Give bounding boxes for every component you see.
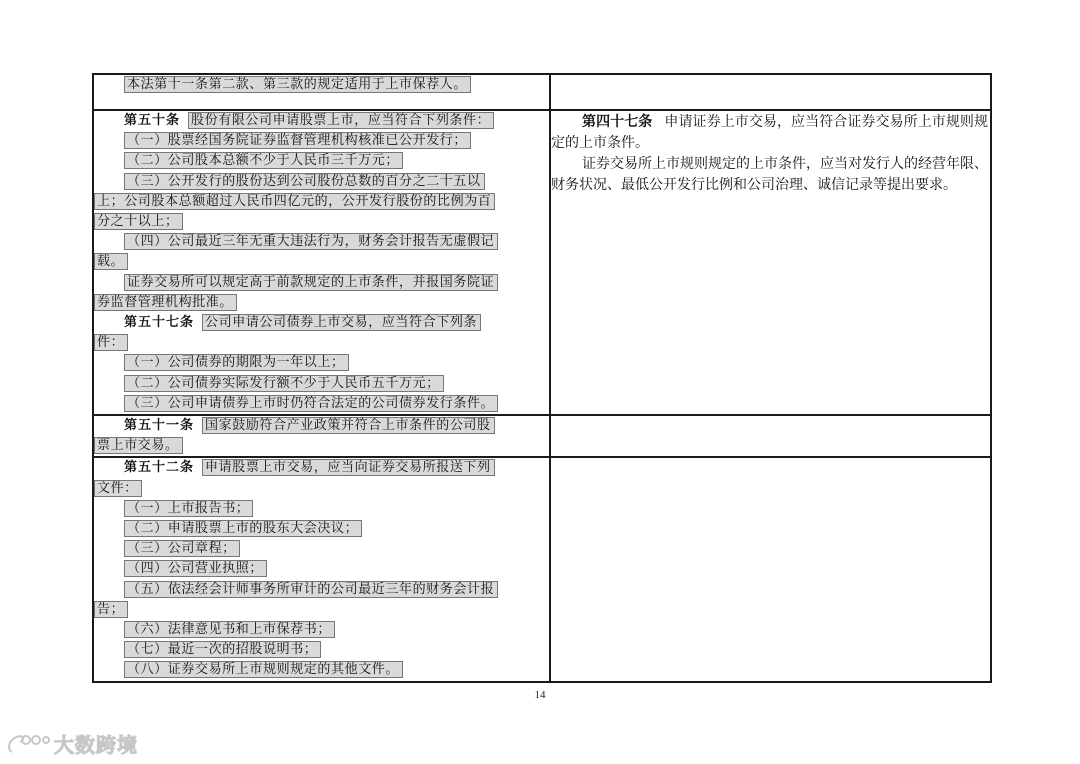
new-law-cell — [550, 74, 991, 110]
article-item: （二）公司债券实际发行额不少于人民币五千万元； — [124, 375, 444, 392]
article-title: 第五十条 — [124, 113, 181, 128]
article-text: 本法第十一条第二款、第三款的规定适用于上市保荐人。 — [124, 76, 471, 93]
new-law-cell — [550, 415, 991, 457]
article-item: （八）证券交易所上市规则规定的其他文件。 — [124, 661, 403, 678]
new-law-cell — [550, 457, 991, 681]
article-item: 告； — [94, 601, 128, 618]
article-item: （六）法律意见书和上市保荐书； — [124, 621, 335, 638]
page-number: 14 — [534, 689, 546, 701]
article-item: （三）公开发行的股份达到公司股份总数的百分之二十五以 — [124, 173, 485, 190]
article-item: （五）依法经会计师事务所审计的公司最近三年的财务会计报 — [124, 581, 498, 598]
article-text: 证券交易所上市规则规定的上市条件，应当对发行人的经营年限、财务状况、最低公开发行比例和公司治理、诚信记录等提出要求。 — [551, 156, 988, 193]
article-item: （一）上市报告书； — [124, 500, 253, 517]
article-item: （一）公司债券的期限为一年以上； — [124, 354, 349, 371]
article-item: （二）公司股本总额不少于人民币三千万元； — [124, 152, 403, 169]
table-row — [93, 74, 991, 110]
old-law-cell — [93, 415, 550, 457]
old-law-cell — [93, 110, 550, 415]
article-item: 上；公司股本总额超过人民币四亿元的，公开发行股份的比例为百 — [94, 193, 495, 210]
article-item: （四）公司最近三年无重大违法行为，财务会计报告无虚假记 — [124, 233, 498, 250]
weibo-logo-icon — [6, 730, 50, 756]
watermark-text: 大数跨境 — [54, 732, 138, 757]
new-law-cell — [550, 110, 991, 415]
article-title: 第五十二条 — [124, 460, 195, 476]
article-item: 分之十以上； — [94, 213, 183, 230]
article-item: 载。 — [94, 253, 128, 270]
article-item: （一）股票经国务院证券监督管理机构核准已公开发行； — [124, 132, 471, 149]
watermark — [6, 729, 138, 757]
article-title: 第四十七条 — [582, 114, 653, 130]
article-text: 国家鼓励符合产业政策并符合上市条件的公司股 — [202, 417, 495, 434]
article-text: 券监督管理机构批准。 — [94, 294, 237, 311]
article-text: 件： — [94, 334, 128, 351]
article-text: 票上市交易。 — [94, 437, 183, 454]
article-title: 第五十一条 — [124, 418, 195, 434]
article-item: （七）最近一次的招股说明书； — [124, 641, 321, 658]
article-item: （二）申请股票上市的股东大会决议； — [124, 520, 362, 537]
table-row — [93, 457, 991, 681]
article-item: （三）公司章程； — [124, 540, 240, 557]
article-text: 证券交易所可以规定高于前款规定的上市条件，并报国务院证 — [124, 274, 498, 291]
article-text: 申请股票上市交易，应当向证券交易所报送下列 — [202, 459, 495, 476]
article-item: （三）公司申请债券上市时仍符合法定的公司债券发行条件。 — [124, 395, 498, 412]
old-law-cell — [93, 74, 550, 110]
table-row — [93, 110, 991, 415]
article-text: 股份有限公司申请股票上市，应当符合下列条件： — [188, 112, 494, 129]
comparison-table — [92, 73, 992, 683]
article-item: （四）公司营业执照； — [124, 560, 267, 577]
table-row — [93, 415, 991, 457]
article-title: 第五十七条 — [124, 315, 195, 331]
article-text: 文件： — [94, 480, 142, 497]
article-text: 公司申请公司债券上市交易，应当符合下列条 — [202, 314, 481, 331]
old-law-cell — [93, 457, 550, 681]
article-text: 申请证券上市交易，应当符合证券交易所上市规则规定的上市条件。 — [551, 114, 989, 151]
